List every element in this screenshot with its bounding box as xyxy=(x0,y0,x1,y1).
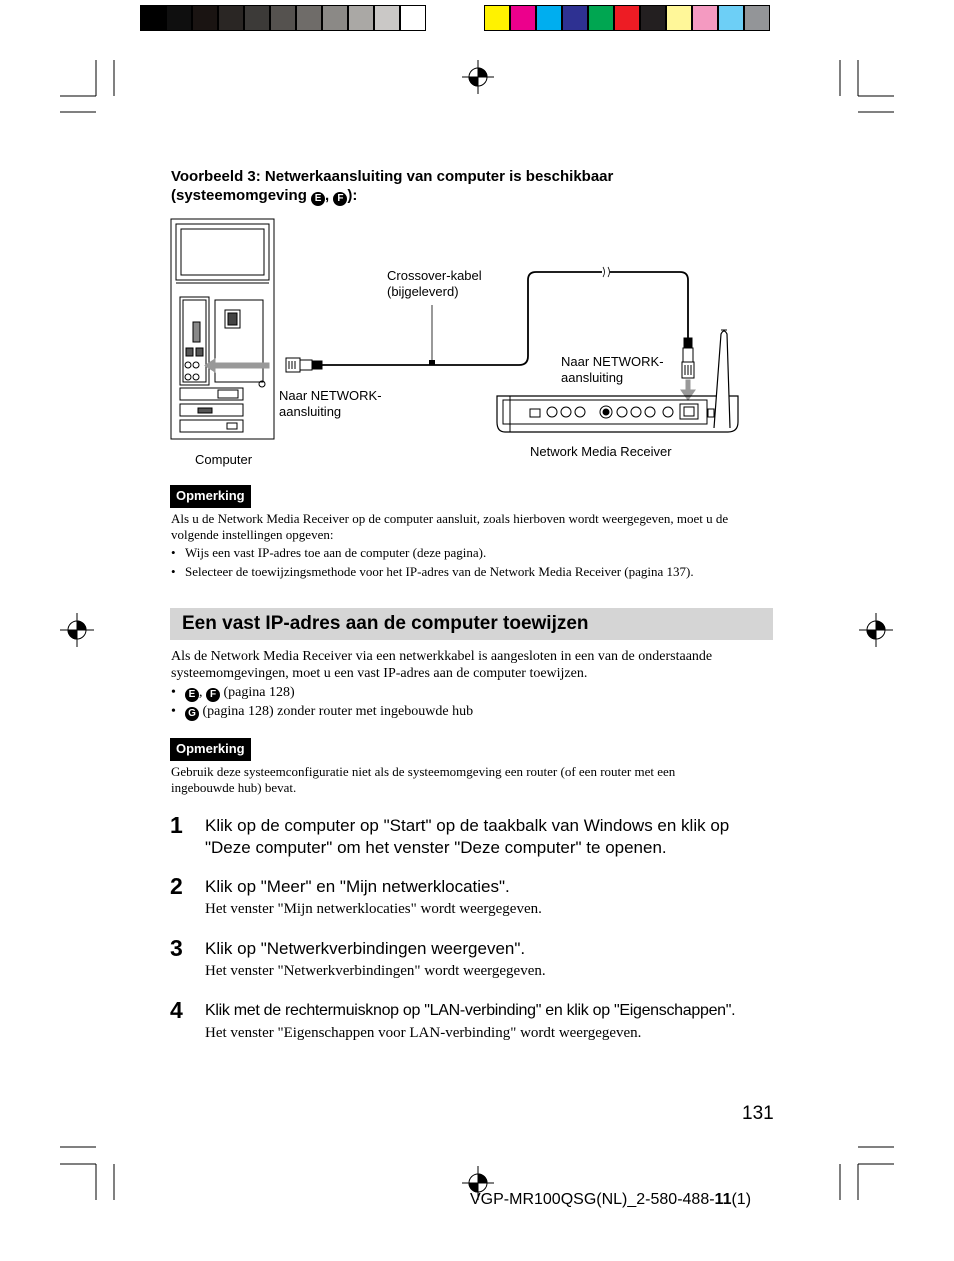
note-2-line1: Gebruik deze systeemconfiguratie niet als de systeemomgeving een router (of een router met een xyxy=(171,764,676,779)
heading-separator: , xyxy=(325,187,334,204)
cable-label-line2: (bijgeleverd) xyxy=(387,284,459,299)
left-rj45-plug xyxy=(286,358,322,372)
section-intro-line2: systeemomgevingen, moet u een vast IP-adres aan de computer toewijzen. xyxy=(171,666,588,681)
step-1-line2: "Deze computer" om het venster "Deze computer" te openen. xyxy=(205,838,667,857)
bullet-1-text: (pagina 128) xyxy=(220,685,295,700)
left-connector-label-line1: Naar NETWORK- xyxy=(279,388,382,403)
note-1-text xyxy=(171,511,776,543)
step-2-text: Klik op "Meer" en "Mijn netwerklocaties". xyxy=(205,877,510,896)
computer-label: Computer xyxy=(195,452,253,467)
env-f-icon: F xyxy=(206,688,220,702)
section-heading: Een vast IP-adres aan de computer toewijzen xyxy=(182,613,589,634)
note-badge-1: Opmerking xyxy=(170,485,251,508)
bullet-2-text: (pagina 128) zonder router met ingebouwde hub xyxy=(199,704,474,719)
right-connector-label-line1: Naar NETWORK- xyxy=(561,354,664,369)
step-3-number: 3 xyxy=(170,935,183,961)
right-connector-label-line2: aansluiting xyxy=(561,370,624,385)
env-f-icon: F xyxy=(333,192,347,206)
right-connector-label xyxy=(561,354,664,386)
note-1-line2: volgende instellingen opgeven: xyxy=(171,527,334,542)
step-2-result: Het venster "Mijn netwerklocaties" wordt weergegeven. xyxy=(205,901,542,917)
step-3-text: Klik op "Netwerkverbindingen weergeven". xyxy=(205,939,526,958)
crossover-cable xyxy=(322,272,688,365)
footer-bold: 11 xyxy=(714,1191,732,1208)
note-2-text xyxy=(171,764,776,796)
section-intro xyxy=(171,648,776,682)
left-connector-label-line2: aansluiting xyxy=(279,404,342,419)
note-1-bullet-2: • Selecteer de toewijzingsmethode voor het IP-adres van de Network Media Receiver (pagina 137). xyxy=(185,564,694,580)
down-arrow xyxy=(681,380,695,400)
document-footer xyxy=(470,1190,751,1210)
step-4-text: Klik met de rechtermuisknop op "LAN-verbinding" en klik op "Eigenschappen". xyxy=(205,1002,736,1019)
step-1-text xyxy=(205,815,775,859)
computer-tower-illustration xyxy=(171,219,274,439)
step-4-number: 4 xyxy=(170,997,183,1023)
cable-label xyxy=(387,268,482,300)
note-2-line2: ingebouwde hub) bevat. xyxy=(171,780,297,795)
right-rj45-plug xyxy=(682,338,694,378)
heading-prefix: (systeemomgeving xyxy=(171,187,312,204)
example-heading-line1: Voorbeeld 3: Netwerkaansluiting van computer is beschikbaar xyxy=(171,168,614,185)
section-bullet-1 xyxy=(185,685,295,702)
left-connector-label xyxy=(279,388,382,420)
step-1-number: 1 xyxy=(170,812,183,838)
section-bullet-2 xyxy=(185,704,473,721)
cable-break-mark xyxy=(602,267,610,277)
section-intro-line1: Als de Network Media Receiver via een netwerkkabel is aangesloten in een van de onderstaande xyxy=(171,649,713,664)
bullet-separator: , xyxy=(199,685,206,700)
step-2-number: 2 xyxy=(170,873,183,899)
cable-label-line1: Crossover-kabel xyxy=(387,268,482,283)
env-g-icon: G xyxy=(185,707,199,721)
heading-suffix: ): xyxy=(347,187,358,204)
note-1-line1: Als u de Network Media Receiver op de computer aansluit, zoals hierboven wordt weergegeven, moet u de xyxy=(171,511,729,526)
page-number: 131 xyxy=(742,1103,774,1124)
env-e-icon: E xyxy=(311,192,325,206)
note-badge-2: Opmerking xyxy=(170,738,251,761)
connection-arrow xyxy=(205,359,269,372)
env-e-icon: E xyxy=(185,688,199,702)
receiver-label: Network Media Receiver xyxy=(530,444,672,459)
step-1-line1: Klik op de computer op "Start" op de taakbalk van Windows en klik op xyxy=(205,816,730,835)
footer-suffix: (1) xyxy=(731,1191,752,1208)
footer-prefix: VGP-MR100QSG(NL)_2-580-488- xyxy=(470,1191,715,1208)
step-3-result: Het venster "Netwerkverbindingen" wordt weergegeven. xyxy=(205,963,546,979)
note-1-bullet-1: • Wijs een vast IP-adres toe aan de computer (deze pagina). xyxy=(185,545,486,561)
step-4-result: Het venster "Eigenschappen voor LAN-verbinding" wordt weergegeven. xyxy=(205,1025,642,1041)
